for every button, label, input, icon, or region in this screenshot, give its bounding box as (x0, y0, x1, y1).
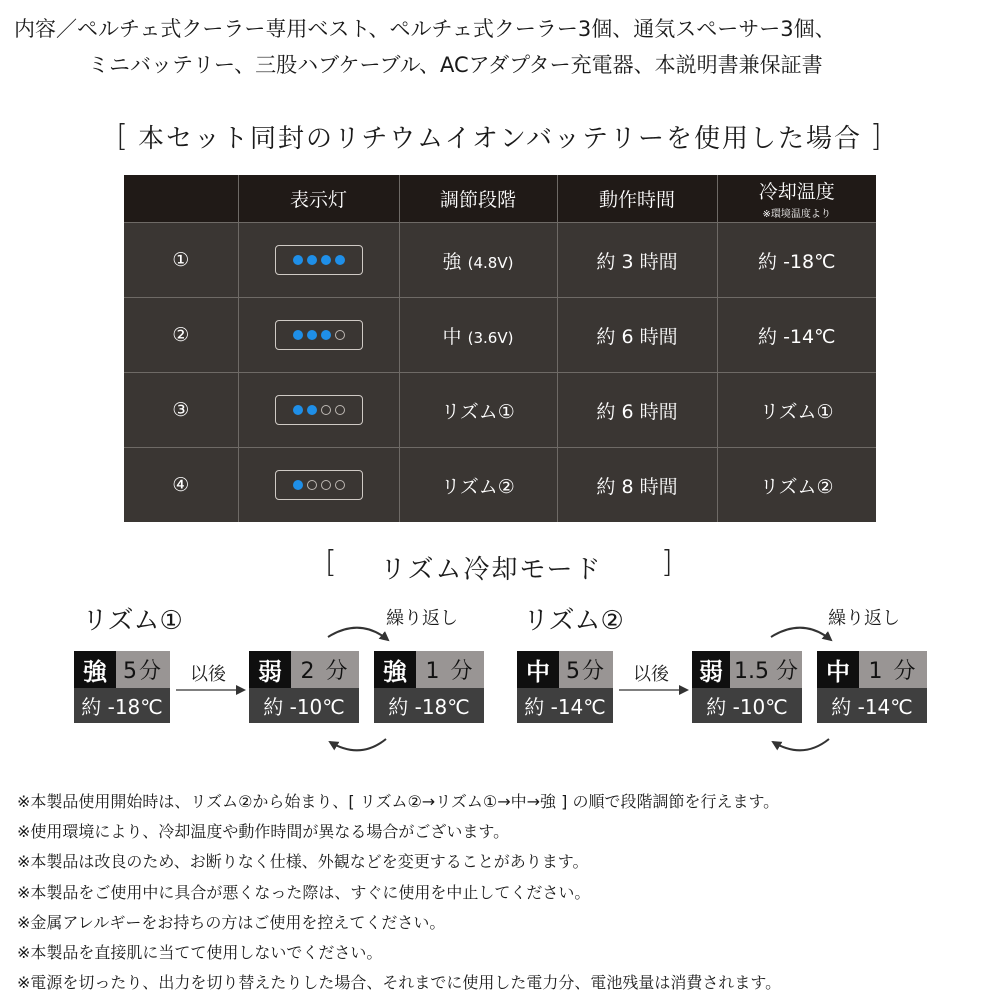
step-level: 強 (374, 651, 416, 688)
time-cell: 約 6 時間 (557, 373, 717, 448)
rhythm2-label: リズム② (523, 606, 624, 636)
contents-line-2: ミニバッテリー、三股ハブケーブル、ACアダプター充電器、本説明書兼保証書 (88, 53, 823, 77)
note-item: ※本製品は改良のため、お断りなく仕様、外観などを変更することがあります。 (17, 852, 589, 872)
table-header-level: 調節段階 (399, 175, 557, 223)
note-item: ※金属アレルギーをお持ちの方はご使用を控えてください。 (17, 912, 446, 932)
row-number: ④ (124, 448, 238, 523)
step-level: 強 (74, 651, 116, 688)
voltage-label: (4.8V) (467, 253, 514, 272)
note-item: ※本製品を直接肌に当てて使用しないでください。 (17, 943, 383, 963)
repeat-back-arrow-icon (330, 739, 386, 750)
note-item: ※本製品使用開始時は、リズム②から始まり、[ リズム②→リズム①→中→強 ] の順で段階調節を行えます。 (17, 792, 780, 811)
row-number: ① (124, 223, 238, 298)
row-number: ③ (124, 373, 238, 448)
repeat-back-arrow-icon (773, 739, 829, 750)
repeat-forward-arrow-icon (771, 628, 831, 640)
temp-cell: リズム① (717, 373, 876, 448)
voltage-label: (3.6V) (467, 328, 514, 347)
step-temp: 約 -14℃ (817, 688, 927, 723)
step-duration: 1.5 分 (730, 651, 802, 688)
rhythm2-after-label: 以後 (633, 664, 669, 685)
rhythm1-label: リズム① (82, 606, 183, 636)
repeat-forward-arrow-icon (328, 628, 388, 640)
row-number: ② (124, 298, 238, 373)
step-level: 中 (817, 651, 859, 688)
temp-cell: リズム② (717, 448, 876, 523)
rhythm1-repeat-label: 繰り返し (386, 608, 458, 629)
table-header-time: 動作時間 (557, 175, 717, 223)
step-temp: 約 -10℃ (249, 688, 359, 723)
note-item: ※電源を切ったり、出力を切り替えたりした場合、それまでに使用した電力分、電池残量は消費されます。 (17, 973, 782, 993)
step-duration: 5分 (559, 651, 613, 688)
temp-cell: 約 -18℃ (717, 223, 876, 298)
rhythm2-repeat-label: 繰り返し (828, 608, 900, 629)
table-header-indicator: 表示灯 (238, 175, 399, 223)
step-duration: 1 分 (859, 651, 927, 688)
note-item: ※使用環境により、冷却温度や動作時間が異なる場合がございます。 (17, 822, 510, 842)
table-header-temp-label: 冷却温度 (758, 181, 835, 203)
bracket-close: ] (870, 119, 884, 154)
rhythm1-after-label: 以後 (190, 664, 226, 685)
bracket-open: [ (325, 545, 339, 580)
step-duration: 2 分 (291, 651, 359, 688)
temp-cell: 約 -14℃ (717, 298, 876, 373)
time-cell: 約 6 時間 (557, 298, 717, 373)
step-level: 弱 (249, 651, 291, 688)
section-title-text: 本セット同封のリチウムイオンバッテリーを使用した場合 (137, 124, 863, 154)
table-header-temp-note: ※環境温度より (762, 209, 831, 220)
step-temp: 約 -14℃ (517, 688, 613, 723)
step-level: 中 (517, 651, 559, 688)
time-cell: 約 8 時間 (557, 448, 717, 523)
step-duration: 5分 (116, 651, 170, 688)
step-temp: 約 -18℃ (74, 688, 170, 723)
level-cell: リズム① (399, 373, 557, 448)
step-duration: 1 分 (416, 651, 484, 688)
level-cell: リズム② (399, 448, 557, 523)
section-title-text: リズム冷却モード (380, 555, 603, 585)
time-cell: 約 3 時間 (557, 223, 717, 298)
level-label: 強 (442, 250, 462, 273)
step-temp: 約 -18℃ (374, 688, 484, 723)
step-temp: 約 -10℃ (692, 688, 802, 723)
notes-list (17, 787, 781, 998)
step-level: 弱 (692, 651, 730, 688)
contents-line-1: 内容／ペルチェ式クーラー専用ベスト、ペルチェ式クーラー3個、通気スペーサー3個、 (14, 17, 836, 41)
bracket-open: [ (116, 119, 130, 154)
level-label: 中 (442, 325, 462, 348)
bracket-close: ] (661, 545, 675, 580)
note-item: ※本製品をご使用中に具合が悪くなった際は、すぐに使用を中止してください。 (17, 882, 591, 902)
